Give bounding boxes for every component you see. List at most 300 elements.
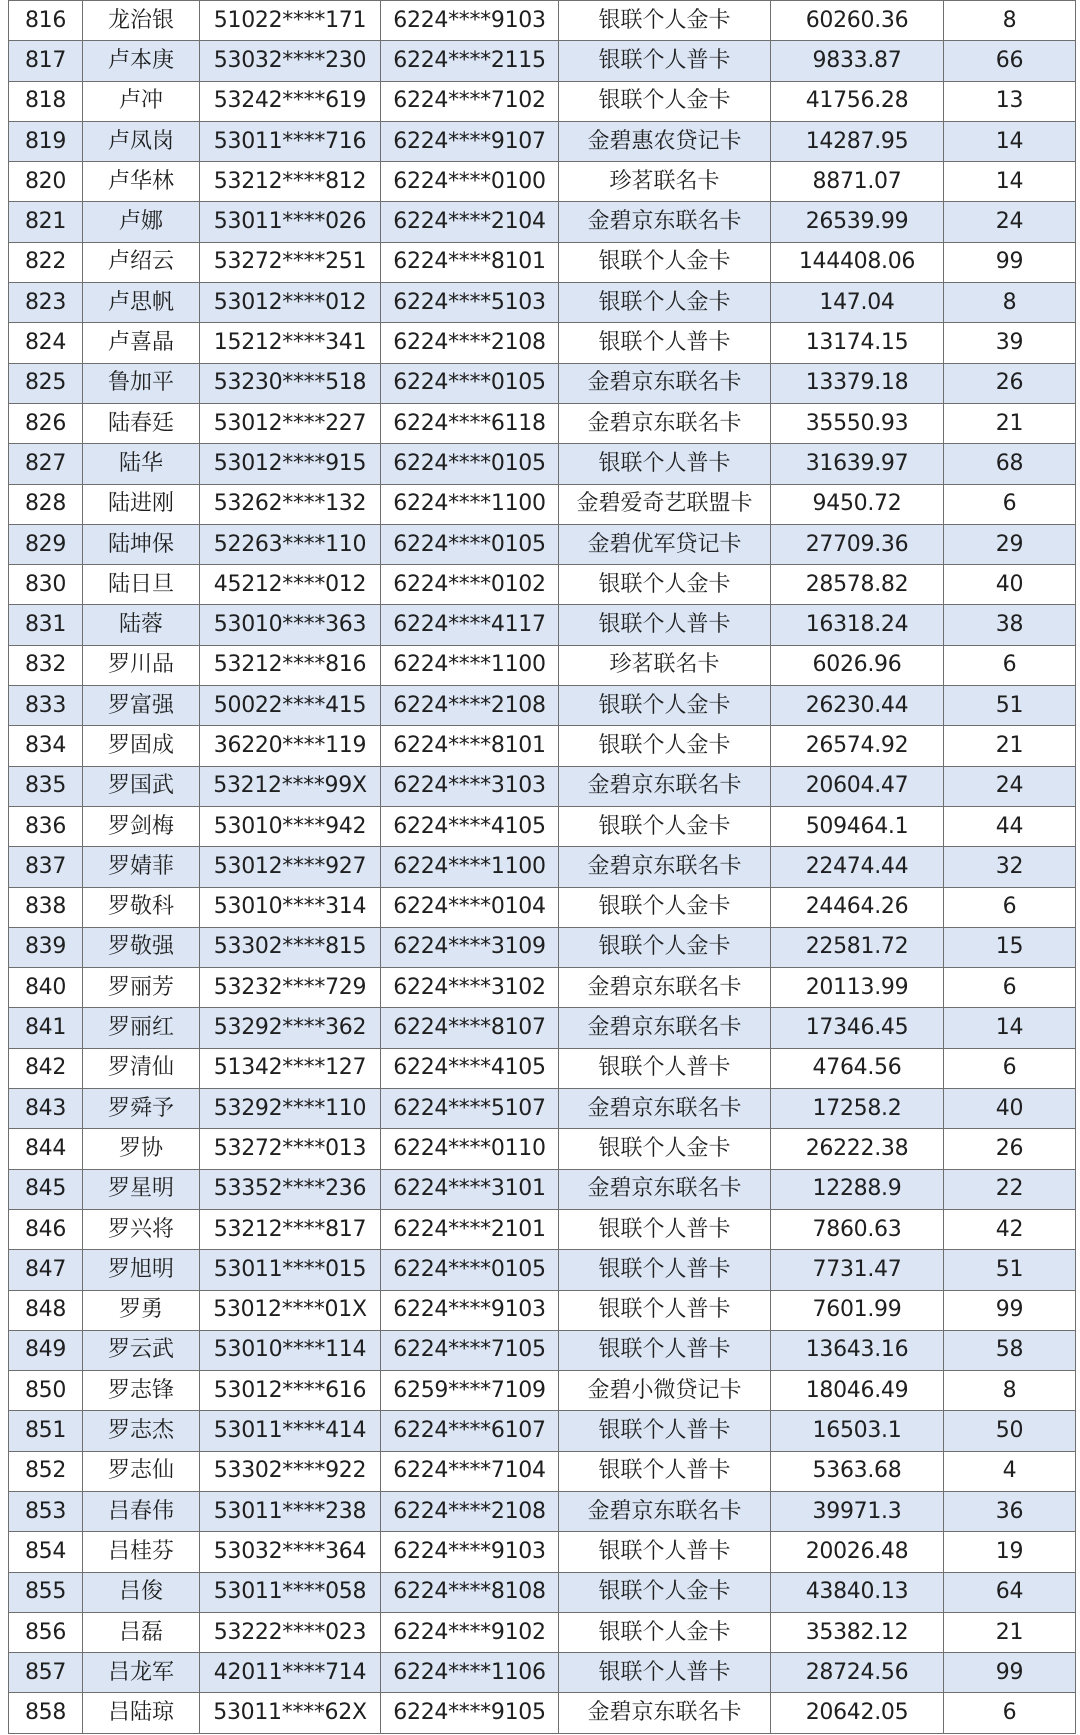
amount-cell: 31639.97 [771,444,944,484]
count-cell: 68 [944,444,1076,484]
card-number-cell: 6224****0105 [381,363,559,403]
card-number-cell: 6224****1106 [381,1653,559,1693]
id-number-cell: 53302****922 [200,1451,381,1491]
card-type-cell: 银联个人普卡 [559,1532,771,1572]
row-number-cell: 820 [9,162,83,202]
table-row [9,766,1076,806]
card-type-cell: 银联个人普卡 [559,1250,771,1290]
id-number-cell: 53011****026 [200,202,381,242]
count-cell: 14 [944,162,1076,202]
count-cell: 26 [944,1129,1076,1169]
card-number-cell: 6259****7109 [381,1371,559,1411]
name-cell: 吕陆琼 [83,1693,200,1733]
table-body [9,1,1076,1734]
id-number-cell: 53222****023 [200,1612,381,1652]
card-type-cell: 珍茗联名卡 [559,645,771,685]
row-number-cell: 830 [9,565,83,605]
count-cell: 99 [944,242,1076,282]
row-number-cell: 855 [9,1572,83,1612]
table-row [9,444,1076,484]
table-row [9,726,1076,766]
amount-cell: 20026.48 [771,1532,944,1572]
card-type-cell: 银联个人金卡 [559,283,771,323]
card-type-cell: 银联个人普卡 [559,41,771,81]
card-type-cell: 金碧京东联名卡 [559,1089,771,1129]
card-number-cell: 6224****8107 [381,1008,559,1048]
amount-cell: 35382.12 [771,1612,944,1652]
name-cell: 罗固成 [83,726,200,766]
row-number-cell: 856 [9,1612,83,1652]
id-number-cell: 53212****99X [200,766,381,806]
card-type-cell: 银联个人金卡 [559,242,771,282]
card-number-cell: 6224****5107 [381,1089,559,1129]
name-cell: 陆春廷 [83,403,200,443]
amount-cell: 13643.16 [771,1330,944,1370]
amount-cell: 144408.06 [771,242,944,282]
id-number-cell: 53012****012 [200,283,381,323]
card-type-cell: 珍茗联名卡 [559,162,771,202]
amount-cell: 26230.44 [771,686,944,726]
amount-cell: 26539.99 [771,202,944,242]
count-cell: 8 [944,1,1076,41]
card-number-cell: 6224****0105 [381,524,559,564]
id-number-cell: 53242****619 [200,81,381,121]
amount-cell: 27709.36 [771,524,944,564]
row-number-cell: 819 [9,121,83,161]
id-number-cell: 53012****616 [200,1371,381,1411]
count-cell: 6 [944,1693,1076,1733]
count-cell: 6 [944,645,1076,685]
table-row [9,1,1076,41]
row-number-cell: 854 [9,1532,83,1572]
card-number-cell: 6224****5103 [381,283,559,323]
amount-cell: 43840.13 [771,1572,944,1612]
id-number-cell: 51022****171 [200,1,381,41]
card-type-cell: 银联个人普卡 [559,1209,771,1249]
card-holder-table [8,0,1076,1734]
count-cell: 21 [944,1612,1076,1652]
amount-cell: 16503.1 [771,1411,944,1451]
row-number-cell: 851 [9,1411,83,1451]
name-cell: 罗清仙 [83,1048,200,1088]
card-number-cell: 6224****2108 [381,686,559,726]
table-row [9,1653,1076,1693]
table-row [9,1693,1076,1733]
card-type-cell: 金碧京东联名卡 [559,403,771,443]
card-type-cell: 银联个人普卡 [559,1048,771,1088]
id-number-cell: 53262****132 [200,484,381,524]
card-number-cell: 6224****8108 [381,1572,559,1612]
card-number-cell: 6224****0105 [381,1250,559,1290]
card-type-cell: 银联个人普卡 [559,1330,771,1370]
id-number-cell: 50022****415 [200,686,381,726]
id-number-cell: 53011****414 [200,1411,381,1451]
name-cell: 罗敬强 [83,927,200,967]
row-number-cell: 849 [9,1330,83,1370]
amount-cell: 18046.49 [771,1371,944,1411]
name-cell: 罗旭明 [83,1250,200,1290]
table-row [9,1532,1076,1572]
row-number-cell: 845 [9,1169,83,1209]
card-type-cell: 金碧京东联名卡 [559,202,771,242]
name-cell: 卢本庚 [83,41,200,81]
card-number-cell: 6224****4105 [381,806,559,846]
table-row [9,242,1076,282]
row-number-cell: 833 [9,686,83,726]
name-cell: 吕桂芬 [83,1532,200,1572]
row-number-cell: 835 [9,766,83,806]
name-cell: 罗勇 [83,1290,200,1330]
table-row [9,1209,1076,1249]
row-number-cell: 823 [9,283,83,323]
card-number-cell: 6224****9102 [381,1612,559,1652]
id-number-cell: 53010****114 [200,1330,381,1370]
name-cell: 罗志仙 [83,1451,200,1491]
name-cell: 卢华林 [83,162,200,202]
id-number-cell: 53012****927 [200,847,381,887]
table-row [9,1129,1076,1169]
count-cell: 58 [944,1330,1076,1370]
card-number-cell: 6224****2115 [381,41,559,81]
count-cell: 22 [944,1169,1076,1209]
table-row [9,1290,1076,1330]
card-type-cell: 银联个人金卡 [559,1129,771,1169]
card-type-cell: 银联个人普卡 [559,323,771,363]
card-type-cell: 金碧优军贷记卡 [559,524,771,564]
card-type-cell: 银联个人金卡 [559,887,771,927]
name-cell: 吕春伟 [83,1491,200,1531]
card-number-cell: 6224****1100 [381,484,559,524]
name-cell: 罗富强 [83,686,200,726]
amount-cell: 12288.9 [771,1169,944,1209]
count-cell: 42 [944,1209,1076,1249]
row-number-cell: 842 [9,1048,83,1088]
count-cell: 66 [944,41,1076,81]
card-type-cell: 银联个人金卡 [559,726,771,766]
card-type-cell: 金碧小微贷记卡 [559,1371,771,1411]
card-number-cell: 6224****2101 [381,1209,559,1249]
amount-cell: 8871.07 [771,162,944,202]
id-number-cell: 51342****127 [200,1048,381,1088]
row-number-cell: 836 [9,806,83,846]
table-row [9,1169,1076,1209]
table-row [9,605,1076,645]
card-number-cell: 6224****7105 [381,1330,559,1370]
amount-cell: 39971.3 [771,1491,944,1531]
name-cell: 罗丽芳 [83,968,200,1008]
card-number-cell: 6224****7102 [381,81,559,121]
card-type-cell: 金碧京东联名卡 [559,1008,771,1048]
table-row [9,363,1076,403]
card-type-cell: 金碧京东联名卡 [559,1491,771,1531]
row-number-cell: 826 [9,403,83,443]
id-number-cell: 15212****341 [200,323,381,363]
card-number-cell: 6224****9103 [381,1532,559,1572]
count-cell: 21 [944,726,1076,766]
count-cell: 6 [944,968,1076,1008]
row-number-cell: 822 [9,242,83,282]
row-number-cell: 839 [9,927,83,967]
card-type-cell: 银联个人金卡 [559,1612,771,1652]
name-cell: 陆蓉 [83,605,200,645]
row-number-cell: 853 [9,1491,83,1531]
name-cell: 罗志锋 [83,1371,200,1411]
id-number-cell: 53352****236 [200,1169,381,1209]
table-row [9,927,1076,967]
table-row [9,1250,1076,1290]
card-number-cell: 6224****8101 [381,242,559,282]
count-cell: 4 [944,1451,1076,1491]
card-number-cell: 6224****1100 [381,847,559,887]
card-number-cell: 6224****2108 [381,1491,559,1531]
row-number-cell: 858 [9,1693,83,1733]
table-row [9,645,1076,685]
table-row [9,41,1076,81]
id-number-cell: 53011****62X [200,1693,381,1733]
table-row [9,968,1076,1008]
card-number-cell: 6224****3101 [381,1169,559,1209]
count-cell: 6 [944,887,1076,927]
card-number-cell: 6224****4105 [381,1048,559,1088]
amount-cell: 28724.56 [771,1653,944,1693]
count-cell: 24 [944,766,1076,806]
count-cell: 14 [944,121,1076,161]
count-cell: 99 [944,1290,1076,1330]
name-cell: 吕磊 [83,1612,200,1652]
name-cell: 卢冲 [83,81,200,121]
name-cell: 罗舜予 [83,1089,200,1129]
table-row [9,484,1076,524]
count-cell: 38 [944,605,1076,645]
id-number-cell: 53032****364 [200,1532,381,1572]
count-cell: 29 [944,524,1076,564]
card-number-cell: 6224****1100 [381,645,559,685]
table-row [9,403,1076,443]
count-cell: 99 [944,1653,1076,1693]
card-number-cell: 6224****0102 [381,565,559,605]
row-number-cell: 827 [9,444,83,484]
name-cell: 吕龙军 [83,1653,200,1693]
count-cell: 15 [944,927,1076,967]
row-number-cell: 852 [9,1451,83,1491]
count-cell: 8 [944,283,1076,323]
table-row [9,283,1076,323]
table-row [9,686,1076,726]
card-type-cell: 银联个人普卡 [559,1451,771,1491]
card-type-cell: 银联个人金卡 [559,81,771,121]
card-number-cell: 6224****9105 [381,1693,559,1733]
card-type-cell: 银联个人金卡 [559,1,771,41]
amount-cell: 13174.15 [771,323,944,363]
amount-cell: 13379.18 [771,363,944,403]
card-number-cell: 6224****3109 [381,927,559,967]
card-type-cell: 银联个人普卡 [559,1290,771,1330]
name-cell: 罗国武 [83,766,200,806]
amount-cell: 509464.1 [771,806,944,846]
card-type-cell: 银联个人普卡 [559,444,771,484]
id-number-cell: 53011****015 [200,1250,381,1290]
id-number-cell: 53232****729 [200,968,381,1008]
table-row [9,1572,1076,1612]
card-type-cell: 银联个人金卡 [559,686,771,726]
id-number-cell: 53011****058 [200,1572,381,1612]
name-cell: 吕俊 [83,1572,200,1612]
row-number-cell: 857 [9,1653,83,1693]
row-number-cell: 816 [9,1,83,41]
row-number-cell: 825 [9,363,83,403]
name-cell: 卢娜 [83,202,200,242]
table-row [9,202,1076,242]
name-cell: 鲁加平 [83,363,200,403]
card-number-cell: 6224****3103 [381,766,559,806]
row-number-cell: 843 [9,1089,83,1129]
name-cell: 罗兴将 [83,1209,200,1249]
name-cell: 龙治银 [83,1,200,41]
card-number-cell: 6224****0104 [381,887,559,927]
row-number-cell: 850 [9,1371,83,1411]
count-cell: 24 [944,202,1076,242]
count-cell: 6 [944,484,1076,524]
amount-cell: 9450.72 [771,484,944,524]
name-cell: 罗剑梅 [83,806,200,846]
card-type-cell: 银联个人普卡 [559,1653,771,1693]
amount-cell: 35550.93 [771,403,944,443]
name-cell: 罗川品 [83,645,200,685]
card-number-cell: 6224****0105 [381,444,559,484]
amount-cell: 16318.24 [771,605,944,645]
row-number-cell: 834 [9,726,83,766]
table-row [9,162,1076,202]
card-type-cell: 金碧京东联名卡 [559,1169,771,1209]
card-type-cell: 银联个人金卡 [559,806,771,846]
row-number-cell: 847 [9,1250,83,1290]
row-number-cell: 832 [9,645,83,685]
count-cell: 13 [944,81,1076,121]
card-type-cell: 银联个人普卡 [559,1411,771,1451]
row-number-cell: 818 [9,81,83,121]
count-cell: 8 [944,1371,1076,1411]
card-type-cell: 金碧京东联名卡 [559,847,771,887]
amount-cell: 6026.96 [771,645,944,685]
name-cell: 陆日旦 [83,565,200,605]
name-cell: 罗协 [83,1129,200,1169]
count-cell: 64 [944,1572,1076,1612]
card-type-cell: 金碧京东联名卡 [559,1693,771,1733]
row-number-cell: 831 [9,605,83,645]
card-number-cell: 6224****0110 [381,1129,559,1169]
name-cell: 罗星明 [83,1169,200,1209]
id-number-cell: 53302****815 [200,927,381,967]
id-number-cell: 53012****227 [200,403,381,443]
amount-cell: 7731.47 [771,1250,944,1290]
row-number-cell: 844 [9,1129,83,1169]
id-number-cell: 53012****01X [200,1290,381,1330]
amount-cell: 5363.68 [771,1451,944,1491]
amount-cell: 24464.26 [771,887,944,927]
amount-cell: 7601.99 [771,1290,944,1330]
card-number-cell: 6224****2108 [381,323,559,363]
row-number-cell: 840 [9,968,83,1008]
count-cell: 26 [944,363,1076,403]
id-number-cell: 53292****362 [200,1008,381,1048]
card-type-cell: 金碧京东联名卡 [559,766,771,806]
amount-cell: 20642.05 [771,1693,944,1733]
card-type-cell: 金碧爱奇艺联盟卡 [559,484,771,524]
table-row [9,1491,1076,1531]
id-number-cell: 53012****915 [200,444,381,484]
amount-cell: 26222.38 [771,1129,944,1169]
count-cell: 51 [944,686,1076,726]
card-type-cell: 银联个人金卡 [559,1572,771,1612]
row-number-cell: 821 [9,202,83,242]
row-number-cell: 824 [9,323,83,363]
id-number-cell: 53032****230 [200,41,381,81]
card-number-cell: 6224****7104 [381,1451,559,1491]
name-cell: 卢思帆 [83,283,200,323]
card-type-cell: 金碧京东联名卡 [559,363,771,403]
count-cell: 40 [944,565,1076,605]
card-number-cell: 6224****3102 [381,968,559,1008]
id-number-cell: 53212****812 [200,162,381,202]
id-number-cell: 53010****942 [200,806,381,846]
card-number-cell: 6224****6118 [381,403,559,443]
card-number-cell: 6224****9103 [381,1,559,41]
amount-cell: 26574.92 [771,726,944,766]
id-number-cell: 53010****314 [200,887,381,927]
amount-cell: 22474.44 [771,847,944,887]
table-row [9,1048,1076,1088]
name-cell: 卢绍云 [83,242,200,282]
count-cell: 40 [944,1089,1076,1129]
row-number-cell: 846 [9,1209,83,1249]
card-number-cell: 6224****9103 [381,1290,559,1330]
amount-cell: 28578.82 [771,565,944,605]
row-number-cell: 838 [9,887,83,927]
id-number-cell: 36220****119 [200,726,381,766]
row-number-cell: 837 [9,847,83,887]
amount-cell: 22581.72 [771,927,944,967]
id-number-cell: 53272****013 [200,1129,381,1169]
card-number-cell: 6224****8101 [381,726,559,766]
card-number-cell: 6224****4117 [381,605,559,645]
name-cell: 罗婧菲 [83,847,200,887]
id-number-cell: 53212****817 [200,1209,381,1249]
name-cell: 陆坤保 [83,524,200,564]
table-row [9,1451,1076,1491]
count-cell: 36 [944,1491,1076,1531]
amount-cell: 9833.87 [771,41,944,81]
card-type-cell: 银联个人金卡 [559,565,771,605]
row-number-cell: 828 [9,484,83,524]
amount-cell: 41756.28 [771,81,944,121]
card-type-cell: 银联个人金卡 [559,927,771,967]
table-row [9,1089,1076,1129]
table-row [9,323,1076,363]
amount-cell: 7860.63 [771,1209,944,1249]
card-number-cell: 6224****9107 [381,121,559,161]
name-cell: 罗敬科 [83,887,200,927]
count-cell: 39 [944,323,1076,363]
count-cell: 44 [944,806,1076,846]
table-row [9,524,1076,564]
name-cell: 陆华 [83,444,200,484]
id-number-cell: 53292****110 [200,1089,381,1129]
name-cell: 卢喜晶 [83,323,200,363]
id-number-cell: 45212****012 [200,565,381,605]
row-number-cell: 841 [9,1008,83,1048]
id-number-cell: 42011****714 [200,1653,381,1693]
id-number-cell: 53212****816 [200,645,381,685]
